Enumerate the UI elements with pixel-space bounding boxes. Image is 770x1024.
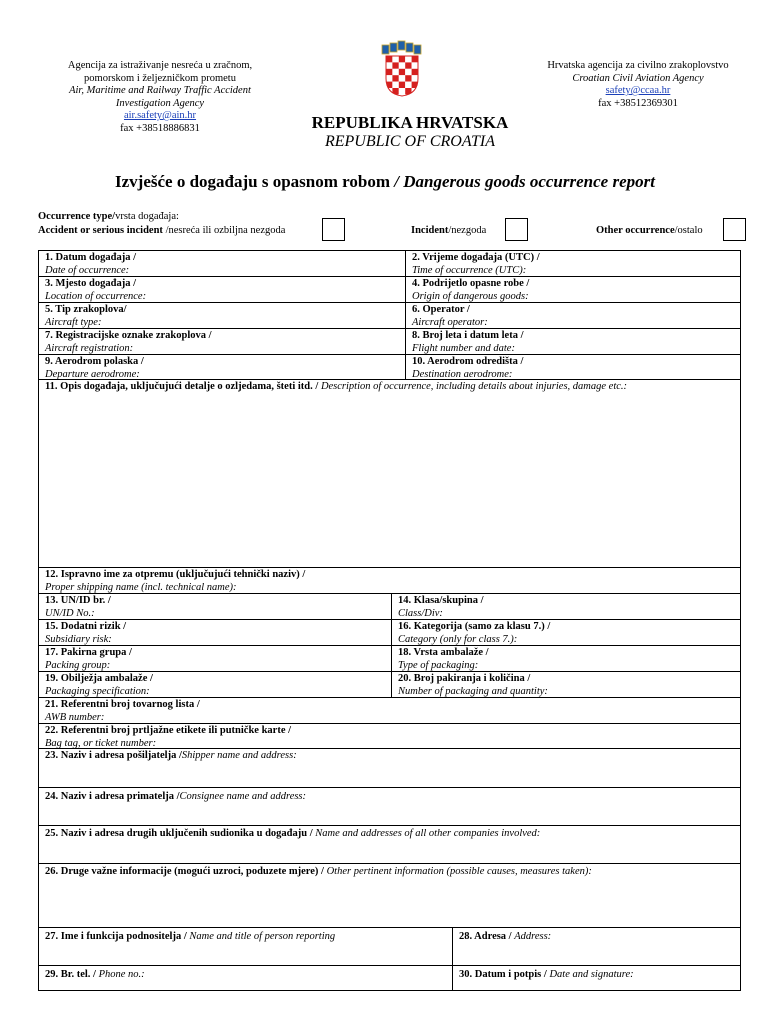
accident-checkbox[interactable] [322,218,345,241]
form-row-27-28 [39,928,740,966]
field-17-label-hr: 17. Pakirna grupa / [45,647,132,658]
field-14-label-en: Class/Div: [398,607,443,619]
field-aircraft-operator[interactable] [405,303,740,328]
form-row-1-2 [39,251,740,277]
field-25-label-hr: 25. Naziv i adresa drugih uključenih sudionika u događaju / [45,828,316,839]
field-18-label-en: Type of packaging: [398,659,479,671]
form-row-17-18 [39,646,740,672]
field-bag-tag-or-ticket-number[interactable] [39,724,740,748]
agency-name-hr-line1: Agencija za istraživanje nesreća u zračnom, [67,60,253,71]
title-separator: / [390,172,404,191]
field-1-label-en: Date of occurrence: [45,264,130,276]
field-5-label-en: Aircraft type: [45,316,102,328]
field-7-label-en: Aircraft registration: [45,342,134,354]
field-un-id-number[interactable] [39,594,391,619]
field-22-label-en: Bag tag, or ticket number: [45,737,157,748]
accident-label-en: Accident or serious incident [38,225,163,236]
field-consignee-name-and-address[interactable] [39,788,740,825]
field-26-label-en: Other pertinent information (possible causes, measures taken): [326,866,592,877]
field-departure-aerodrome[interactable] [39,355,405,379]
form-row-15-16 [39,620,740,646]
form-row-23 [39,749,740,788]
field-10-label-en: Destination aerodrome: [412,368,513,379]
ccaa-name-hr: Hrvatska agencija za civilno zrakoplovstvo [547,60,729,71]
other-occurrence-option-label [596,225,703,236]
field-9-label-en: Departure aerodrome: [45,368,140,379]
field-25-label-en: Name and addresses of all other companies involved: [315,828,541,839]
field-class-div[interactable] [391,594,740,619]
field-21-label-en: AWB number: [45,711,105,723]
field-flight-number-and-date[interactable] [405,329,740,354]
other-occurrence-label-en: Other occurrence [596,225,675,236]
field-21-label-hr: 21. Referentni broj tovarnog lista / [45,699,200,710]
header-left-block [40,60,280,135]
ccaa-fax: fax +38512369301 [598,97,678,109]
form-row-22 [39,724,740,749]
field-phone-number[interactable] [39,966,452,991]
incident-option-label [411,225,486,236]
country-name-hr: REPUBLIKA HRVATSKA [311,113,509,132]
form-row-21 [39,698,740,724]
page-title [0,172,770,192]
field-30-label-hr: 30. Datum i potpis / [459,969,550,980]
field-19-label-hr: 19. Obilježja ambalaže / [45,673,153,684]
agency-fax: fax +38518886831 [120,122,200,134]
field-origin-of-dangerous-goods[interactable] [405,277,740,302]
title-en: Dangerous goods occurrence report [403,172,655,191]
field-26-label-hr: 26. Druge važne informacije (mogući uzroci, poduzete mjere) / [45,866,327,877]
field-other-companies-involved[interactable] [39,826,740,863]
accident-label-hr: /nesreća ili ozbiljna nezgoda [162,225,286,236]
field-12-label-en: Proper shipping name (incl. technical name): [45,581,237,593]
field-15-label-en: Subsidiary risk: [45,633,112,645]
report-form-table [38,250,741,991]
field-type-of-packaging[interactable] [391,646,740,671]
form-row-24 [39,788,740,826]
field-8-label-hr: 8. Broj leta i datum leta / [412,330,524,341]
field-20-label-hr: 20. Broj pakiranja i količina / [398,673,531,684]
header-right-block [518,60,758,110]
field-awb-number[interactable] [39,698,740,723]
accident-option-label [38,225,285,236]
field-24-label-en: Consignee name and address: [179,791,307,802]
field-18-label-hr: 18. Vrsta ambalaže / [398,647,489,658]
field-19-label-en: Packaging specification: [45,685,150,697]
field-11-label-en: Description of occurrence, including details about injuries, damage etc.: [320,381,628,392]
form-row-29-30 [39,966,740,991]
form-row-3-4 [39,277,740,303]
field-aircraft-type[interactable] [39,303,405,328]
incident-label-en: Incident [411,225,449,236]
field-4-label-hr: 4. Podrijetlo opasne robe / [412,278,530,289]
occurrence-type-hr: vrsta događaja: [115,211,179,222]
field-17-label-en: Packing group: [45,659,111,671]
field-13-label-hr: 13. UN/ID br. / [45,595,111,606]
field-29-label-hr: 29. Br. tel. / [45,969,99,980]
field-30-label-en: Date and signature: [549,969,634,980]
field-date-and-signature[interactable] [452,966,740,991]
field-10-label-hr: 10. Aerodrom odredišta / [412,356,524,367]
field-13-label-en: UN/ID No.: [45,607,95,619]
ccaa-email-link[interactable]: safety@ccaa.hr [605,85,671,96]
field-subsidiary-risk[interactable] [39,620,391,645]
agency-email-link[interactable]: air.safety@ain.hr [123,110,197,121]
country-name-en: REPUBLIC OF CROATIA [324,133,496,150]
field-3-label-en: Location of occurrence: [45,290,147,302]
field-16-label-hr: 16. Kategorija (samo za klasu 7.) / [398,621,551,632]
field-description-of-occurrence[interactable] [39,380,740,567]
field-23-label-en: Shipper name and address: [181,750,297,761]
field-destination-aerodrome[interactable] [405,355,740,379]
title-hr: Izvješće o događaju s opasnom robom [115,172,391,191]
field-23-label-hr: 23. Naziv i adresa pošiljatelja / [45,750,182,761]
form-row-9-10 [39,355,740,380]
field-5-label-hr: 5. Tip zrakoplova/ [45,304,127,315]
agency-name-en-line2: Investigation Agency [115,97,205,109]
field-20-label-en: Number of packaging and quantity: [398,685,548,697]
field-6-label-hr: 6. Operator / [412,304,470,315]
field-packing-group[interactable] [39,646,391,671]
field-aircraft-registration[interactable] [39,329,405,354]
field-24-label-hr: 24. Naziv i adresa primatelja / [45,791,180,802]
incident-checkbox[interactable] [505,218,528,241]
field-2-label-en: Time of occurrence (UTC): [412,264,527,276]
field-shipper-name-and-address[interactable] [39,749,740,787]
occurrence-type-label [38,211,179,222]
field-15-label-hr: 15. Dodatni rizik / [45,621,127,632]
other-occurrence-checkbox[interactable] [723,218,746,241]
field-16-label-en: Category (only for class 7.): [398,633,518,645]
field-category-class-7[interactable] [391,620,740,645]
field-date-of-occurrence[interactable] [39,251,405,276]
field-time-of-occurrence[interactable] [405,251,740,276]
field-4-label-en: Origin of dangerous goods: [412,290,529,302]
field-27-label-hr: 27. Ime i funkcija podnositelja / [45,931,190,942]
field-7-label-hr: 7. Registracijske oznake zrakoplova / [45,330,212,341]
occurrence-type-en: Occurrence type/ [38,211,116,222]
form-row-19-20 [39,672,740,698]
ccaa-name-en: Croatian Civil Aviation Agency [572,72,704,84]
field-12-label-hr: 12. Ispravno ime za otpremu (uključujući tehnički naziv) / [45,569,306,580]
field-11-label-hr: 11. Opis događaja, uključujući detalje o ozljedama, šteti itd. / [45,381,321,392]
form-row-26 [39,864,740,928]
field-6-label-en: Aircraft operator: [412,316,488,328]
form-row-11 [39,380,740,568]
croatian-coat-of-arms-icon [377,39,427,99]
field-packaging-specification[interactable] [39,672,391,697]
field-number-of-packaging-and-quantity[interactable] [391,672,740,697]
form-row-13-14 [39,594,740,620]
field-1-label-hr: 1. Datum događaja / [45,252,137,263]
other-occurrence-label-hr: /ostalo [674,225,703,236]
field-other-pertinent-information[interactable] [39,864,740,927]
field-8-label-en: Flight number and date: [412,342,515,354]
field-27-label-en: Name and title of person reporting [189,931,336,942]
field-14-label-hr: 14. Klasa/skupina / [398,595,484,606]
field-2-label-hr: 2. Vrijeme događaja (UTC) / [412,252,540,263]
field-28-label-hr: 28. Adresa / [459,931,515,942]
field-3-label-hr: 3. Mjesto događaja / [45,278,136,289]
field-28-label-en: Address: [514,931,552,942]
field-9-label-hr: 9. Aerodrom polaska / [45,356,144,367]
form-row-7-8 [39,329,740,355]
field-name-and-title-of-reporter[interactable] [39,928,452,965]
agency-name-en-line1: Air, Maritime and Railway Traffic Accident [69,85,251,96]
form-row-25 [39,826,740,864]
form-row-5-6 [39,303,740,329]
field-29-label-en: Phone no.: [98,969,145,980]
field-location-of-occurrence[interactable] [39,277,405,302]
agency-name-hr-line2: pomorskom i željezničkom prometu [84,72,236,84]
form-row-12 [39,568,740,594]
incident-label-hr: /nezgoda [448,225,487,236]
field-22-label-hr: 22. Referentni broj prtljažne etikete ili putničke karte / [45,725,292,736]
field-reporter-address[interactable] [452,928,740,965]
field-proper-shipping-name[interactable] [39,568,740,593]
